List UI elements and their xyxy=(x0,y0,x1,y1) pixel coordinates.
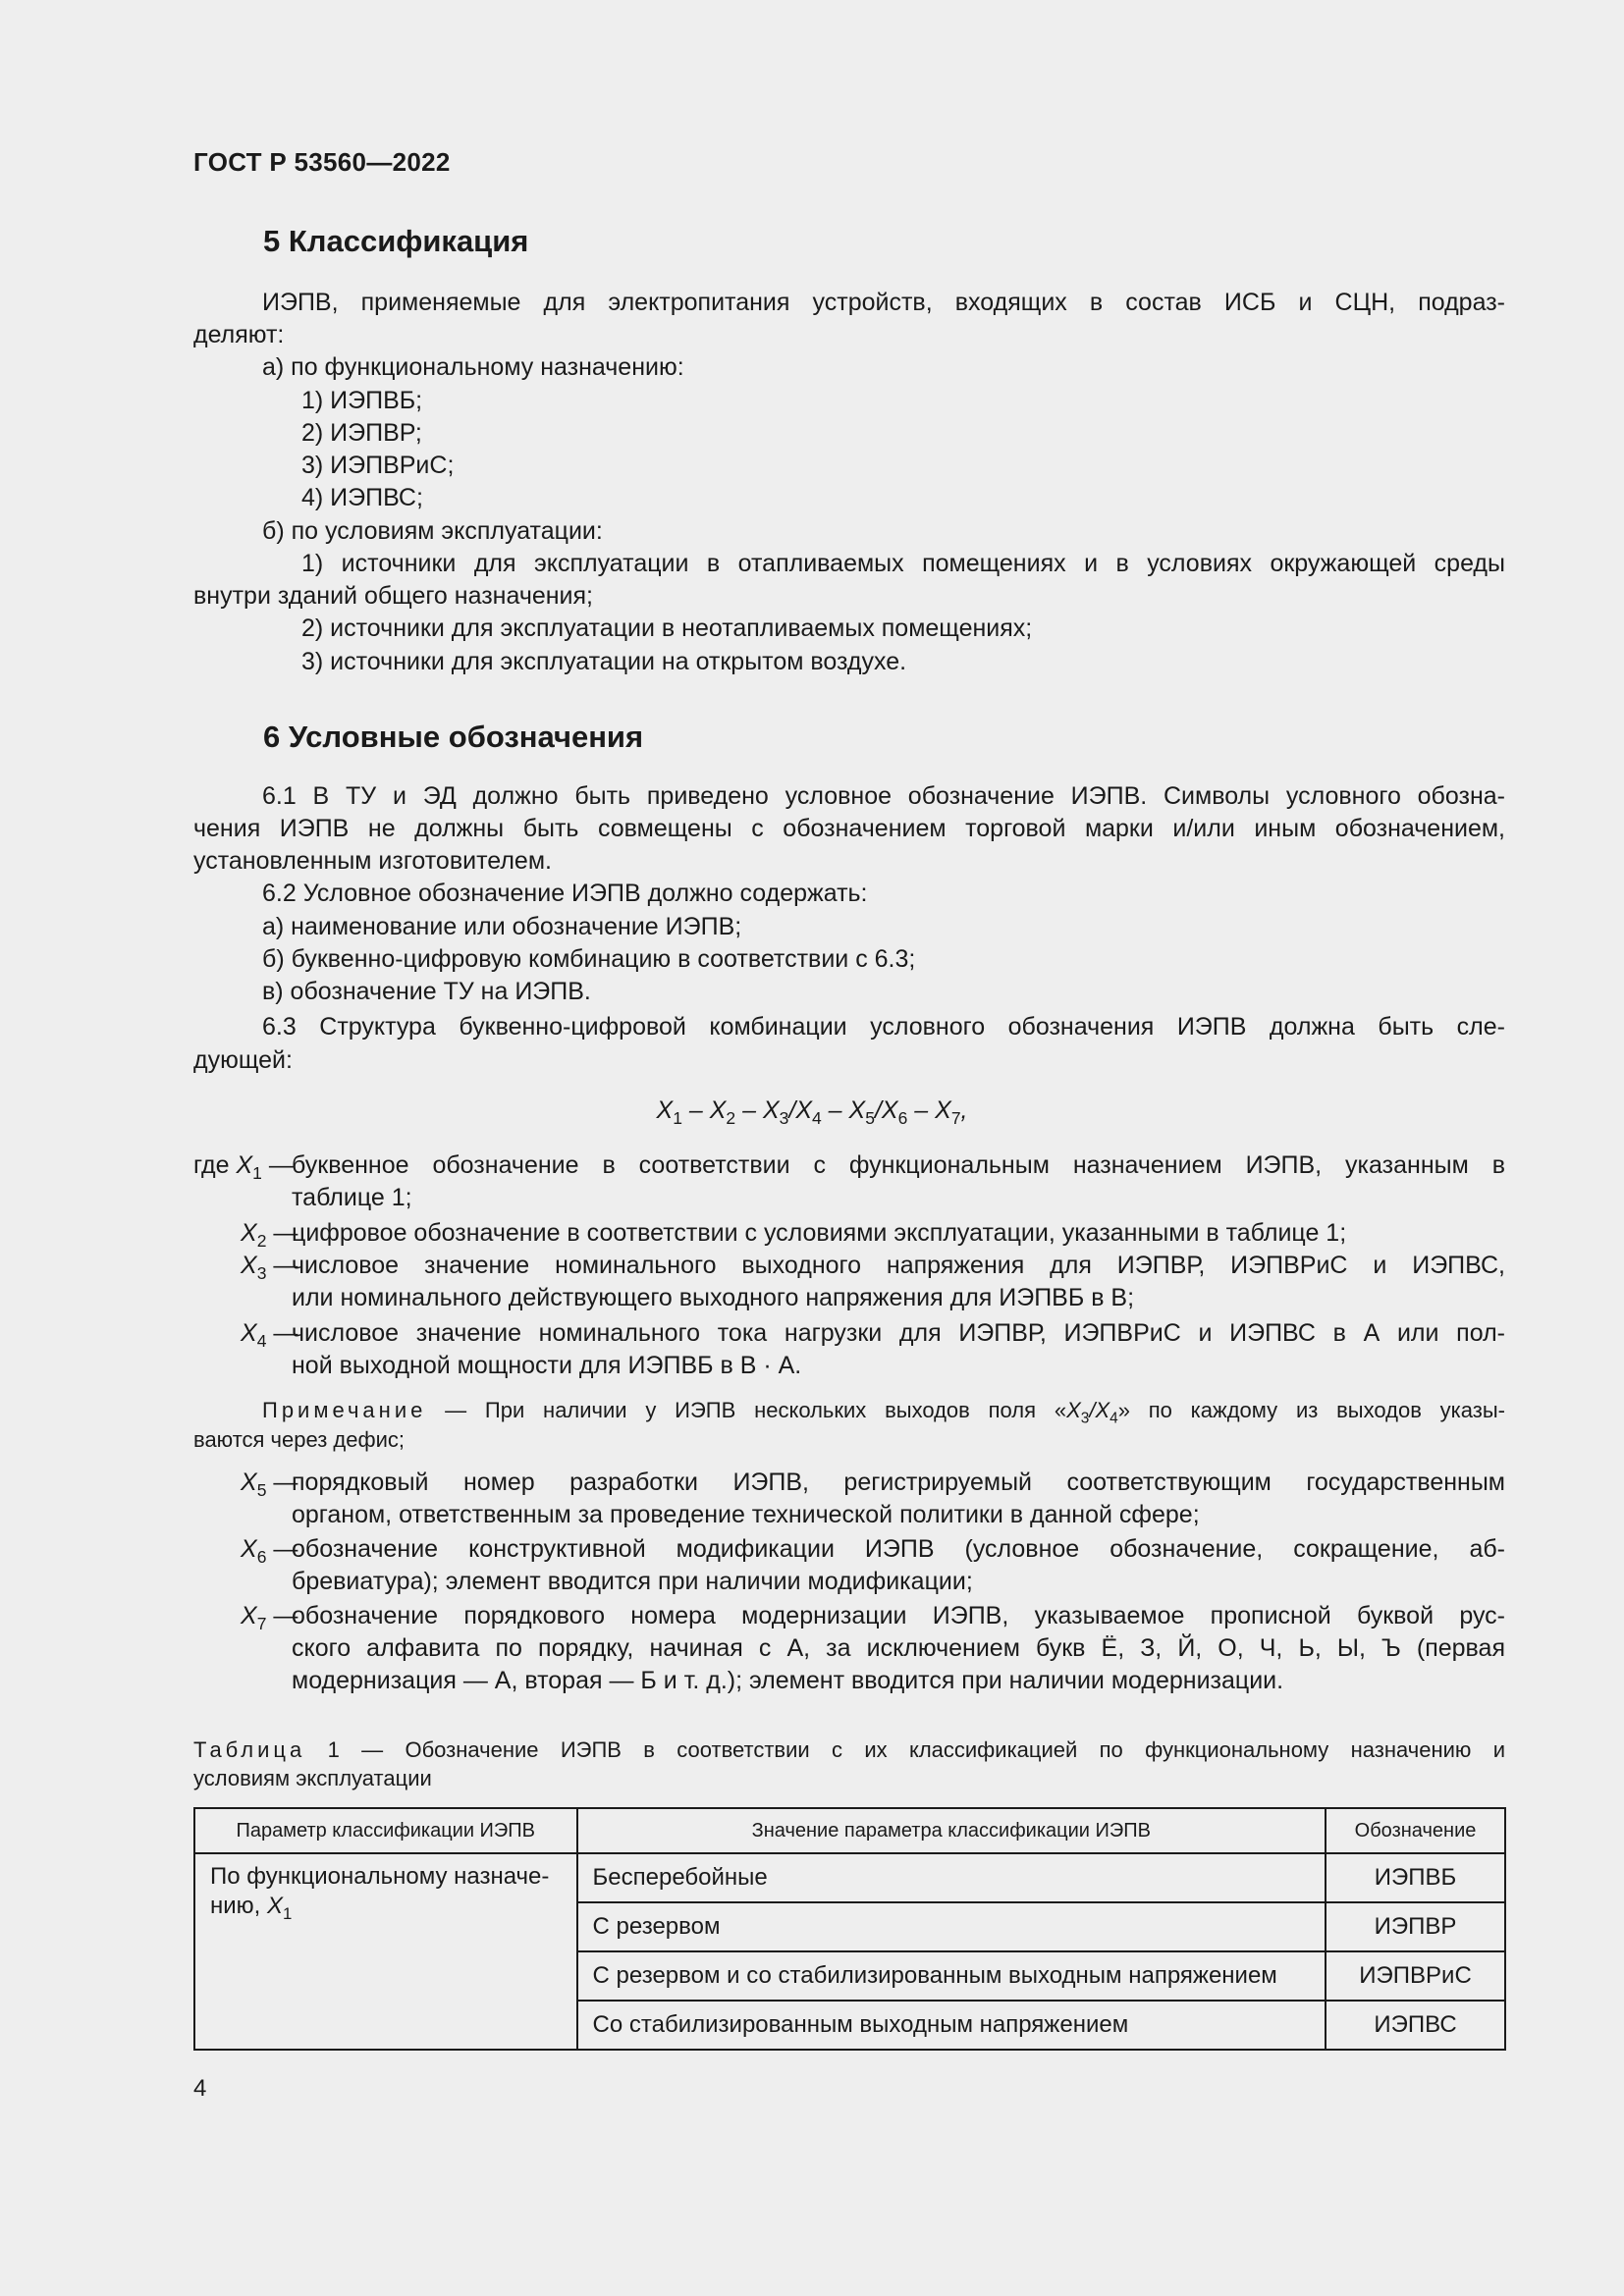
table-header-row xyxy=(194,1808,1505,1853)
p63-line1: 6.3 Структура буквенно-цифровой комбинации условного обозначения ИЭПВ должна быть сле- xyxy=(262,1013,1505,1041)
code-cell: ИЭПВБ xyxy=(1326,1853,1505,1902)
sec5-item-a: а) по функциональному назначению: xyxy=(262,353,684,381)
p62-c: в) обозначение ТУ на ИЭПВ. xyxy=(262,978,591,1005)
p63-line2: дующей: xyxy=(193,1046,293,1074)
standard-header: ГОСТ Р 53560—2022 xyxy=(193,147,451,177)
sec5-item-a1: 1) ИЭПВБ; xyxy=(301,387,423,414)
document-page: ГОСТ Р 53560—2022 5 Классификация ИЭПВ, применяемые для электропитания устройств, входящих в состав ИСБ и СЦН, подраз- деляют: а) по функциональному назначению: 1) ИЭПВБ; 2) ИЭПВР; 3) ИЭПВРиС; 4) ИЭПВС; б) по условиям эксплуатации: 1) источники для эксплуатации в отапливаемых помещениях и в условиях окружающей среды внутри зданий общего назначения; 2) источники для эксплуатации в неотапливаемых помещениях; 3) источники для эксплуатации на открытом воздухе. 6 Условные обозначения 6.1 В ТУ и ЭД должно быть приведено условное обозначение ИЭПВ. Символы условного обозна- чения ИЭПВ не должны быть совмещены с обозначением торговой марки и/или иным обозначением, установленным изготовителем. 6.2 Условное обозначение ИЭПВ должно содержать: а) наименование или обозначение ИЭПВ; б) буквенно-цифровую комбинацию в соответствии с 6.3; в) обозначение ТУ на ИЭПВ. 6.3 Структура буквенно-цифровой комбинации условного обозначения ИЭПВ должна быть сле- дующей: $X_1 - X_2 - X_3/X_4 - X_5/X_6 - X_7$, где $X_1$ — буквенное обозначение в соответствии с функциональным назначением ИЭПВ, указанным в таблице 1; $X_2$ — цифровое обозначение в соответствии с условиями эксплуатации, указанными в таблице 1; $X_3$ — числовое значение номинального выходного напряжения для ИЭПВР, ИЭПВРиС и ИЭПВС, или номинального действующего выходного напряжения для ИЭПВБ в В; $X_4$ — числовое значение номинального тока нагрузки для ИЭПВР, ИЭПВРиС и ИЭПВС в А или пол- ной выходной мощности для ИЭПВБ в В · А. Примечание — При наличии у ИЭПВ нескольких выходов поля «$X_3/X_4$» по каждому из выходов указы- ваются через дефис; $X_5$ — порядковый номер разработки ИЭПВ, регистрируемый соответствующим государственным органом, ответственным за проведение технической политики в данной сфере; $X_6$ — обозначение конструктивной модификации ИЭПВ (условное обозначение, сокращение, аб- бревиатура); элемент вводится при наличии модификации; $X_7$ — обозначение порядкового номера модернизации ИЭПВ, указываемое прописной буквой рус- ского алфавита по порядку, начиная с А, за исключением букв Ё, З, Й, О, Ч, Ь, Ы, Ъ (первая модернизация — А, вторая — Б и т. д.); элемент вводится при наличии модернизации. Таблица 1 — Обозначение ИЭПВ в соответствии с их классификацией по функциональному назначению и условиям эксплуатации Параметр классификации ИЭПВ Значение параметра классификации ИЭПВ Обозначение По функциональному назначе- нию, $X_1$ Бесперебойные ИЭПВБ С резервом ИЭПВР С резервом и со стабилизированным выходным напряжением ИЭПВРиС Со стабилизированным выходным напряжением ИЭПВС 4 xyxy=(0,0,1624,2296)
p62: 6.2 Условное обозначение ИЭПВ должно содержать: xyxy=(262,880,868,907)
sec5-item-b: б) по условиям эксплуатации: xyxy=(262,517,603,545)
p61-line1: 6.1 В ТУ и ЭД должно быть приведено условное обозначение ИЭПВ. Символы условного обозна- xyxy=(262,782,1505,810)
table-header-cell: Параметр классификации ИЭПВ xyxy=(194,1808,577,1853)
code-cell: ИЭПВС xyxy=(1326,2001,1505,2050)
p62-b: б) буквенно-цифровую комбинацию в соответствии с 6.3; xyxy=(262,945,916,973)
sec5-item-a4: 4) ИЭПВС; xyxy=(301,484,423,511)
table-header-cell: Обозначение xyxy=(1326,1808,1505,1853)
param-cell: По функциональному назначе- нию, $X_1$ xyxy=(194,1853,577,2050)
note-paragraph: Примечание — При наличии у ИЭПВ нескольких выходов поля «$X_3/X_4$» по каждому из выходов указы- ваются через дефис; xyxy=(193,1398,1505,1452)
sec5-intro-line1: ИЭПВ, применяемые для электропитания устройств, входящих в состав ИСБ и СЦН, подраз- xyxy=(262,289,1505,316)
designation-formula: $X_1 - X_2 - X_3/X_4 - X_5/X_6 - X_7$, xyxy=(656,1096,968,1129)
sec5-item-a2: 2) ИЭПВР; xyxy=(301,419,422,447)
value-cell: Бесперебойные xyxy=(577,1853,1326,1902)
code-cell: ИЭПВР xyxy=(1326,1902,1505,1951)
sec5-item-b3: 3) источники для эксплуатации на открытом воздухе. xyxy=(301,648,907,675)
sec5-item-a3: 3) ИЭПВРиС; xyxy=(301,452,455,479)
p61-line3: установленным изготовителем. xyxy=(193,847,552,875)
value-cell: С резервом и со стабилизированным выходным напряжением xyxy=(577,1951,1326,2001)
section-5-title: 5 Классификация xyxy=(263,224,529,258)
sec5-intro-line2: деляют: xyxy=(193,321,285,348)
table-row xyxy=(194,1853,1505,1902)
p61-line2: чения ИЭПВ не должны быть совмещены с обозначением торговой марки и/или иным обозначением, xyxy=(193,815,1505,842)
sec5-item-b1-line1: 1) источники для эксплуатации в отапливаемых помещениях и в условиях окружающей среды xyxy=(301,550,1505,577)
code-cell: ИЭПВРиС xyxy=(1326,1951,1505,2001)
value-cell: Со стабилизированным выходным напряжением xyxy=(577,2001,1326,2050)
page-number: 4 xyxy=(193,2075,207,2102)
section-6-title: 6 Условные обозначения xyxy=(263,720,644,754)
sec5-item-b1-line2: внутри зданий общего назначения; xyxy=(193,582,594,610)
classification-table xyxy=(193,1807,1506,2051)
table-caption: Таблица 1 — Обозначение ИЭПВ в соответствии с их классификацией по функциональному назначению и условиям эксплуатации xyxy=(193,1737,1505,1790)
p62-a: а) наименование или обозначение ИЭПВ; xyxy=(262,913,742,940)
value-cell: С резервом xyxy=(577,1902,1326,1951)
sec5-item-b2: 2) источники для эксплуатации в неотапливаемых помещениях; xyxy=(301,614,1033,642)
table-header-cell: Значение параметра классификации ИЭПВ xyxy=(577,1808,1326,1853)
